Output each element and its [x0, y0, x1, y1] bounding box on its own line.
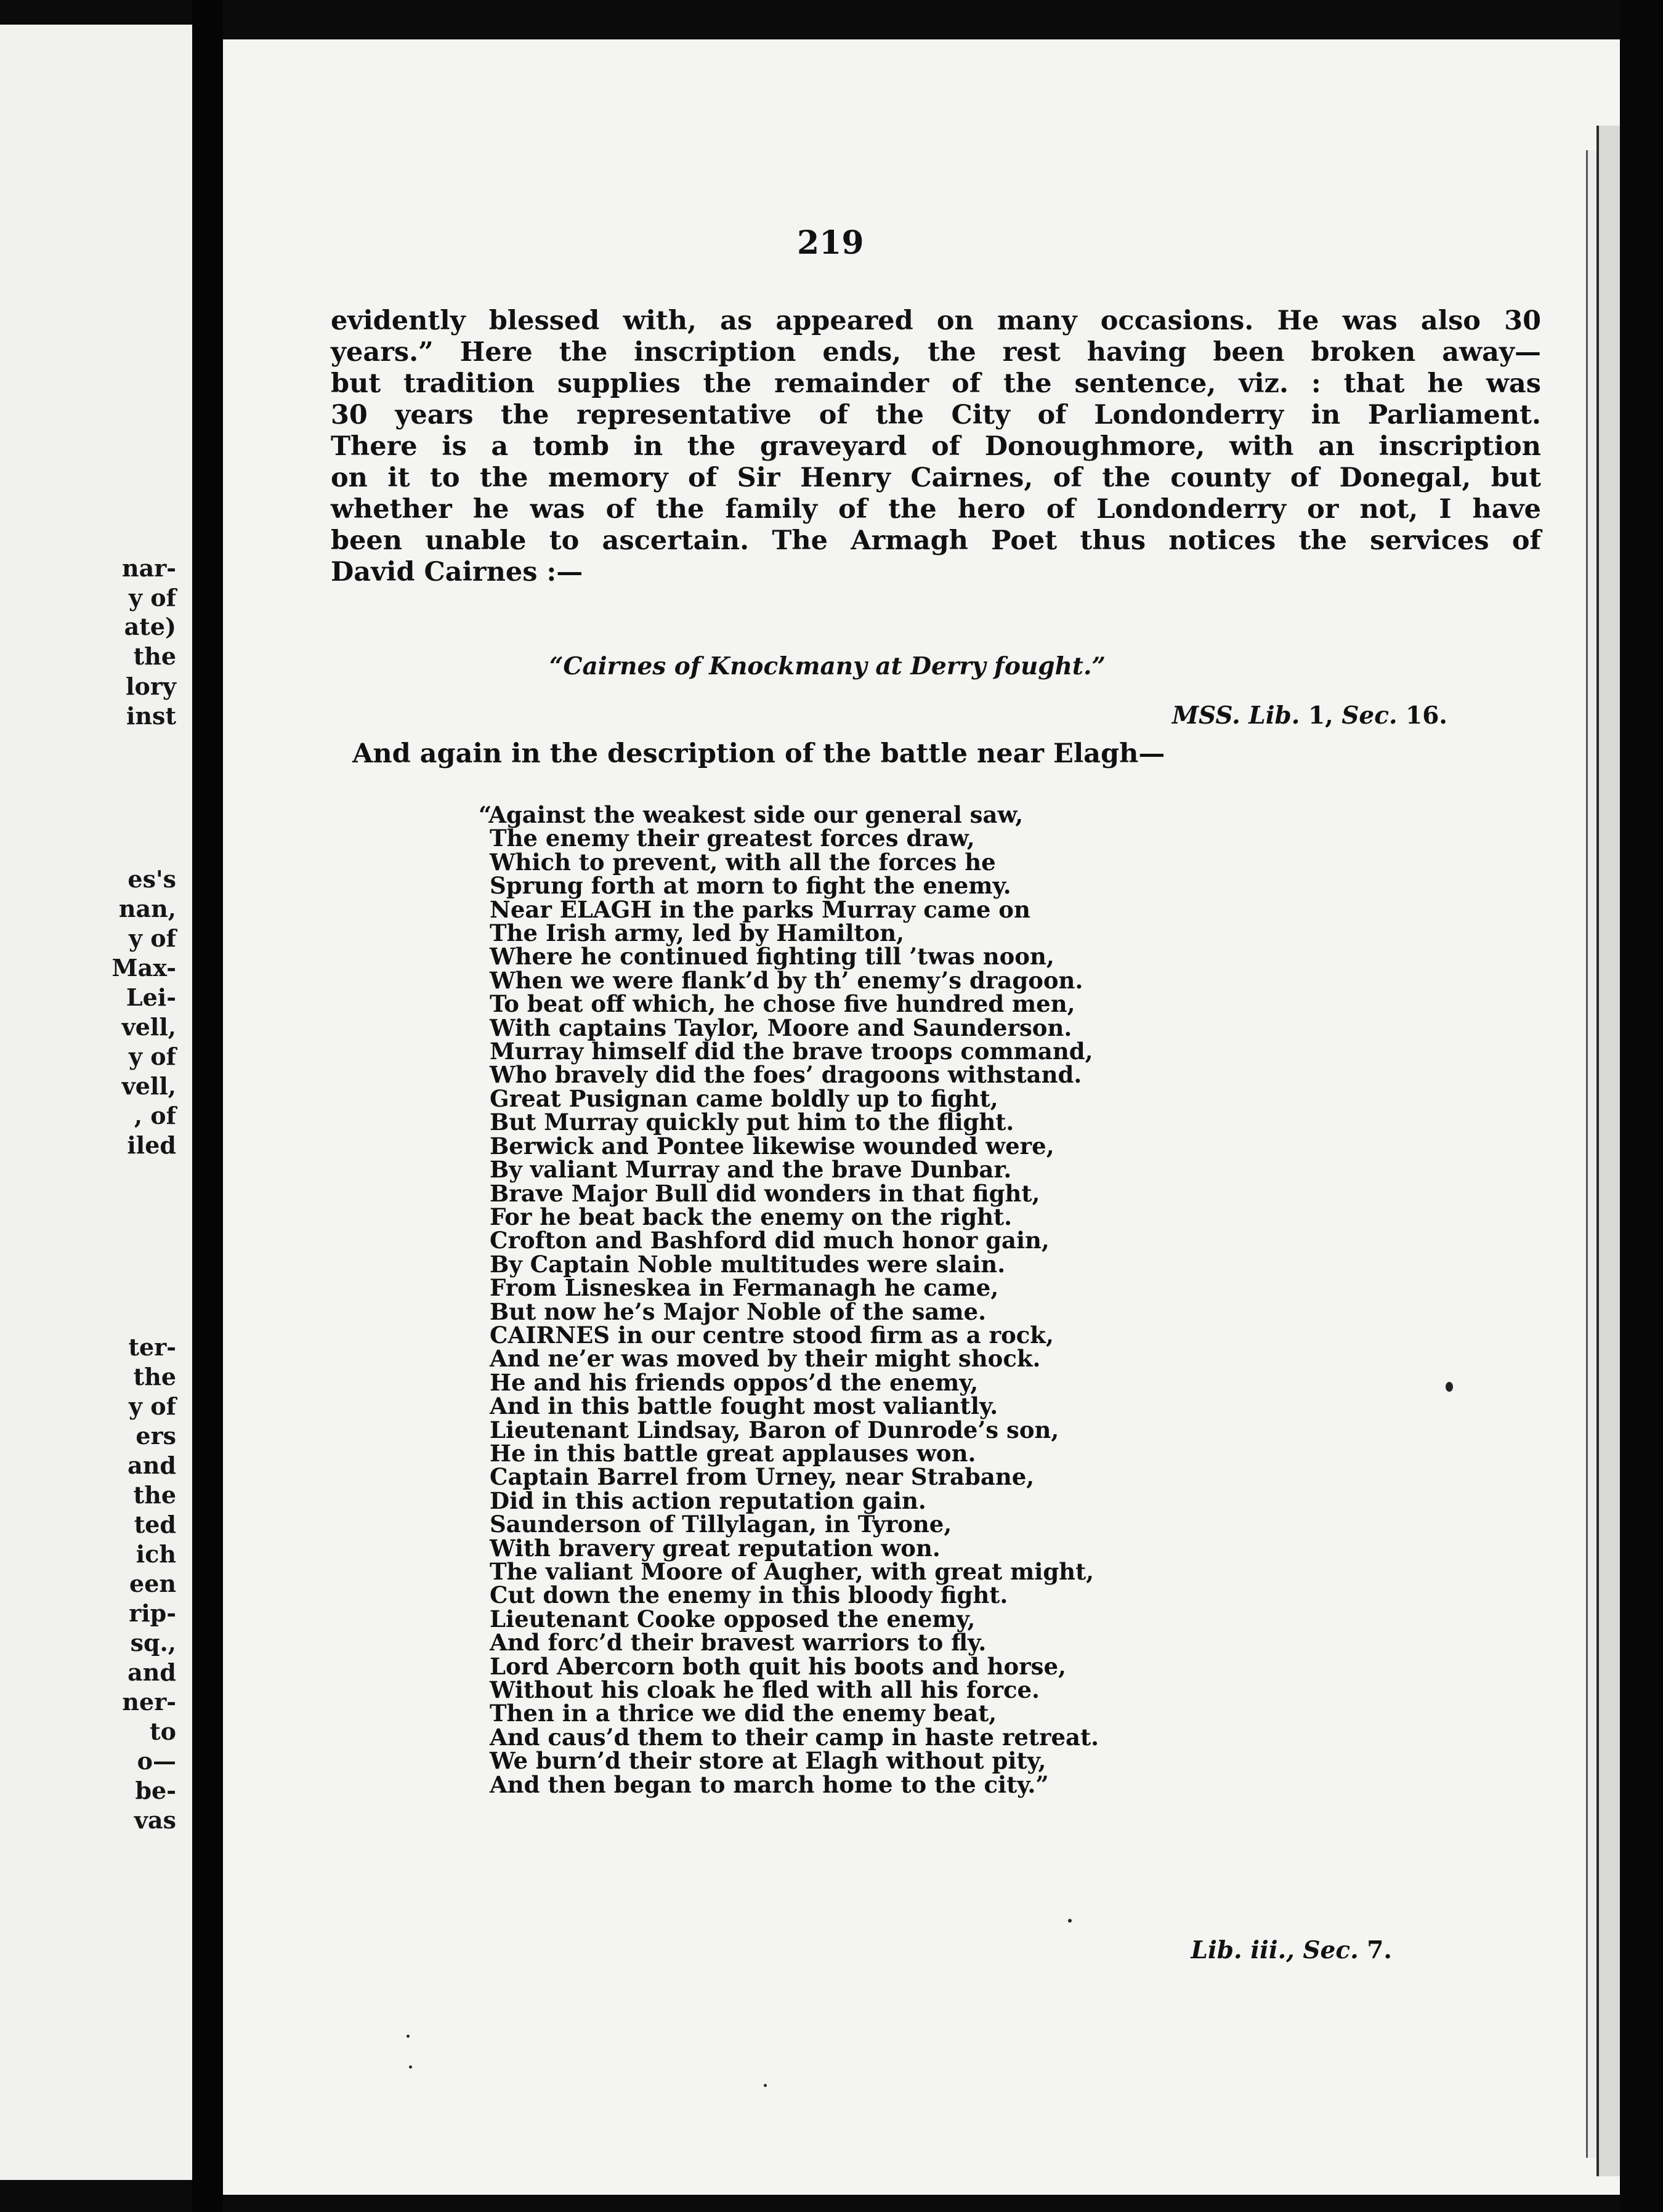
- paragraph-line: And again in the description of the battle near Elagh—: [352, 738, 1165, 769]
- text-line: 30 years the representative of the City of Londonderry in Parliament.: [331, 400, 1541, 430]
- poem-line: And then began to march home to the city.”: [490, 1770, 1049, 1798]
- poem-line: Great Pusignan came boldly up to fight,: [490, 1084, 998, 1112]
- left-page-fragment-line: inst: [126, 702, 176, 730]
- poem-line: Near ELAGH in the parks Murray came on: [490, 895, 1030, 923]
- poem-line: Captain Barrel from Urney, near Strabane,: [490, 1463, 1035, 1491]
- poem-line: Brave Major Bull did wonders in that fight,: [490, 1179, 1040, 1207]
- left-page-fragment-line: be-: [135, 1777, 176, 1804]
- page-number: 219: [797, 224, 864, 262]
- left-page-fragment-line: een: [129, 1570, 176, 1597]
- left-page-fragment-line: nan,: [118, 895, 176, 922]
- left-page-fragment-line: the: [133, 1481, 176, 1509]
- left-page-fragment-line: the: [133, 1363, 176, 1391]
- left-page-fragment-line: ner-: [122, 1688, 176, 1716]
- citation-part: Sec.: [1341, 701, 1398, 730]
- text-line: but tradition supplies the remainder of the sentence, viz. : that he was: [331, 368, 1541, 399]
- left-page-text-fragments: [0, 25, 192, 2180]
- poem-line: And caus’d them to their camp in haste retreat.: [490, 1723, 1099, 1751]
- poem-line: Lieutenant Cooke opposed the enemy,: [490, 1605, 976, 1633]
- poem-line: Lord Abercorn both quit his boots and horse,: [490, 1652, 1066, 1680]
- left-page-fragment-line: ers: [136, 1422, 176, 1450]
- poem-line: For he beat back the enemy on the right.: [490, 1203, 1012, 1230]
- poem-line: When we were flank’d by th’ enemy’s dragoon.: [490, 966, 1083, 994]
- book-gutter: [192, 0, 223, 2212]
- text-line: evidently blessed with, as appeared on many occasions. He was also 30: [331, 305, 1541, 336]
- left-page-fragment-line: ate): [124, 613, 176, 640]
- book-edge-shadow: [1620, 0, 1663, 2212]
- left-page-fragment-line: iled: [127, 1131, 176, 1159]
- intro-paragraph: [331, 305, 1541, 588]
- left-page-fragment-line: vell,: [121, 1072, 176, 1100]
- left-page-fragment-line: ter-: [128, 1333, 176, 1361]
- ink-speck: [409, 2065, 412, 2069]
- text-line: whether he was of the family of the hero of Londonderry or not, I have: [331, 494, 1541, 525]
- left-page-fragment-line: y of: [128, 924, 176, 952]
- poem-line: Saunderson of Tillylagan, in Tyrone,: [490, 1511, 952, 1538]
- left-page-fragment-line: Max-: [111, 954, 176, 982]
- left-page-fragment-line: sq.,: [130, 1629, 176, 1657]
- poem-line: To beat off which, he chose five hundred men,: [490, 990, 1075, 1018]
- left-page-fragment-line: vell,: [121, 1013, 176, 1041]
- quotation: “Cairnes of Knockmany at Derry fought.”: [549, 652, 1106, 680]
- poem-line: With bravery great reputation won.: [490, 1534, 941, 1562]
- citation: [1191, 1936, 1392, 1964]
- text-line: on it to the memory of Sir Henry Cairnes, of the county of Donegal, but: [331, 462, 1541, 493]
- poem-line: The Irish army, led by Hamilton,: [490, 919, 905, 947]
- left-page-fragment-line: to: [150, 1718, 176, 1745]
- page-edge: [1596, 126, 1620, 2176]
- poem-line: And forc’d their bravest warriors to fly.: [490, 1629, 987, 1657]
- poem-line: Cut down the enemy in this bloody fight.: [490, 1581, 1008, 1609]
- poem-line: We burn’d their store at Elagh without pity,: [490, 1747, 1046, 1775]
- left-page-fragment-line: nar-: [121, 554, 176, 582]
- left-page-fragment-line: the: [133, 642, 176, 670]
- poem-line: The enemy their greatest forces draw,: [490, 825, 975, 852]
- poem-line: From Lisneskea in Fermanagh he came,: [490, 1274, 999, 1302]
- poem-line: “Against the weakest side our general saw,: [479, 801, 1024, 828]
- poem-line: Lieutenant Lindsay, Baron of Dunrode’s son,: [490, 1416, 1059, 1443]
- left-page-fragment-line: and: [127, 1658, 176, 1686]
- poem-line: He and his friends oppos’d the enemy,: [490, 1368, 979, 1396]
- ink-speck: [1068, 1919, 1072, 1923]
- poem-line: Sprung forth at morn to fight the enemy.: [490, 872, 1011, 900]
- poem-line: By Captain Noble multitudes were slain.: [490, 1250, 1006, 1278]
- text-line: David Cairnes :—: [331, 557, 583, 587]
- poem: [479, 803, 1099, 1796]
- citation-part: Lib. iii.,: [1191, 1936, 1295, 1964]
- citation-part: 16.: [1397, 701, 1447, 730]
- left-page-fragment-line: vas: [134, 1806, 176, 1834]
- poem-line: Murray himself did the brave troops command,: [490, 1038, 1093, 1065]
- poem-line: Berwick and Pontee likewise wounded were,: [490, 1132, 1054, 1160]
- citation: [1172, 701, 1447, 730]
- text-line: been unable to ascertain. The Armagh Poet thus notices the services of: [331, 525, 1541, 556]
- left-page-fragment-line: Lei-: [126, 983, 176, 1011]
- ink-speck: [1446, 1382, 1453, 1392]
- left-page-fragment-line: o—: [137, 1747, 176, 1775]
- poem-line: He in this battle great applauses won.: [490, 1439, 976, 1467]
- poem-line: Crofton and Bashford did much honor gain,: [490, 1227, 1050, 1254]
- left-page-fragment-line: y of: [128, 584, 176, 612]
- left-page-fragment-line: y of: [128, 1043, 176, 1070]
- poem-line: With captains Taylor, Moore and Saunderson.: [490, 1014, 1072, 1041]
- poem-line: Then in a thrice we did the enemy beat,: [490, 1700, 997, 1727]
- poem-line: The valiant Moore of Augher, with great might,: [490, 1558, 1095, 1585]
- poem-line: Did in this action reputation gain.: [490, 1487, 926, 1514]
- left-page-fragment-line: and: [127, 1451, 176, 1479]
- poem-line: Where he continued fighting till ’twas noon,: [490, 943, 1054, 971]
- poem-line: But Murray quickly put him to the flight.: [490, 1108, 1014, 1136]
- poem-line: Without his cloak he fled with all his force.: [490, 1676, 1040, 1704]
- poem-line: Which to prevent, with all the forces he: [490, 848, 996, 876]
- book-page: [223, 39, 1620, 2195]
- citation-part: 1,: [1300, 701, 1342, 730]
- left-page-fragment-line: es's: [127, 865, 176, 893]
- poem-line: By valiant Murray and the brave Dunbar.: [490, 1156, 1012, 1184]
- left-page-fragment-line: ted: [134, 1511, 176, 1538]
- ink-speck: [407, 2035, 410, 2038]
- text-line: years.” Here the inscription ends, the rest having been broken away—: [331, 337, 1541, 368]
- left-page-fragment: [0, 25, 192, 2180]
- citation-part: Sec.: [1303, 1936, 1359, 1964]
- poem-line: CAIRNES in our centre stood firm as a rock,: [490, 1321, 1054, 1349]
- poem-line: And ne’er was moved by their might shock.: [490, 1345, 1041, 1373]
- text-line: There is a tomb in the graveyard of Donoughmore, with an inscription: [331, 431, 1541, 462]
- poem-line: Who bravely did the foes’ dragoons withstand.: [490, 1061, 1082, 1089]
- poem-line: And in this battle fought most valiantly.: [490, 1392, 998, 1420]
- ink-speck: [764, 2084, 767, 2087]
- left-page-fragment-line: , of: [134, 1102, 176, 1129]
- left-page-fragment-line: y of: [128, 1392, 176, 1420]
- poem-line: But now he’s Major Noble of the same.: [490, 1298, 986, 1325]
- citation-part: MSS. Lib.: [1171, 701, 1300, 730]
- left-page-fragment-line: rip-: [129, 1599, 176, 1627]
- citation-part: 7.: [1358, 1936, 1392, 1964]
- left-page-fragment-line: lory: [126, 672, 176, 700]
- left-page-fragment-line: ich: [136, 1540, 176, 1568]
